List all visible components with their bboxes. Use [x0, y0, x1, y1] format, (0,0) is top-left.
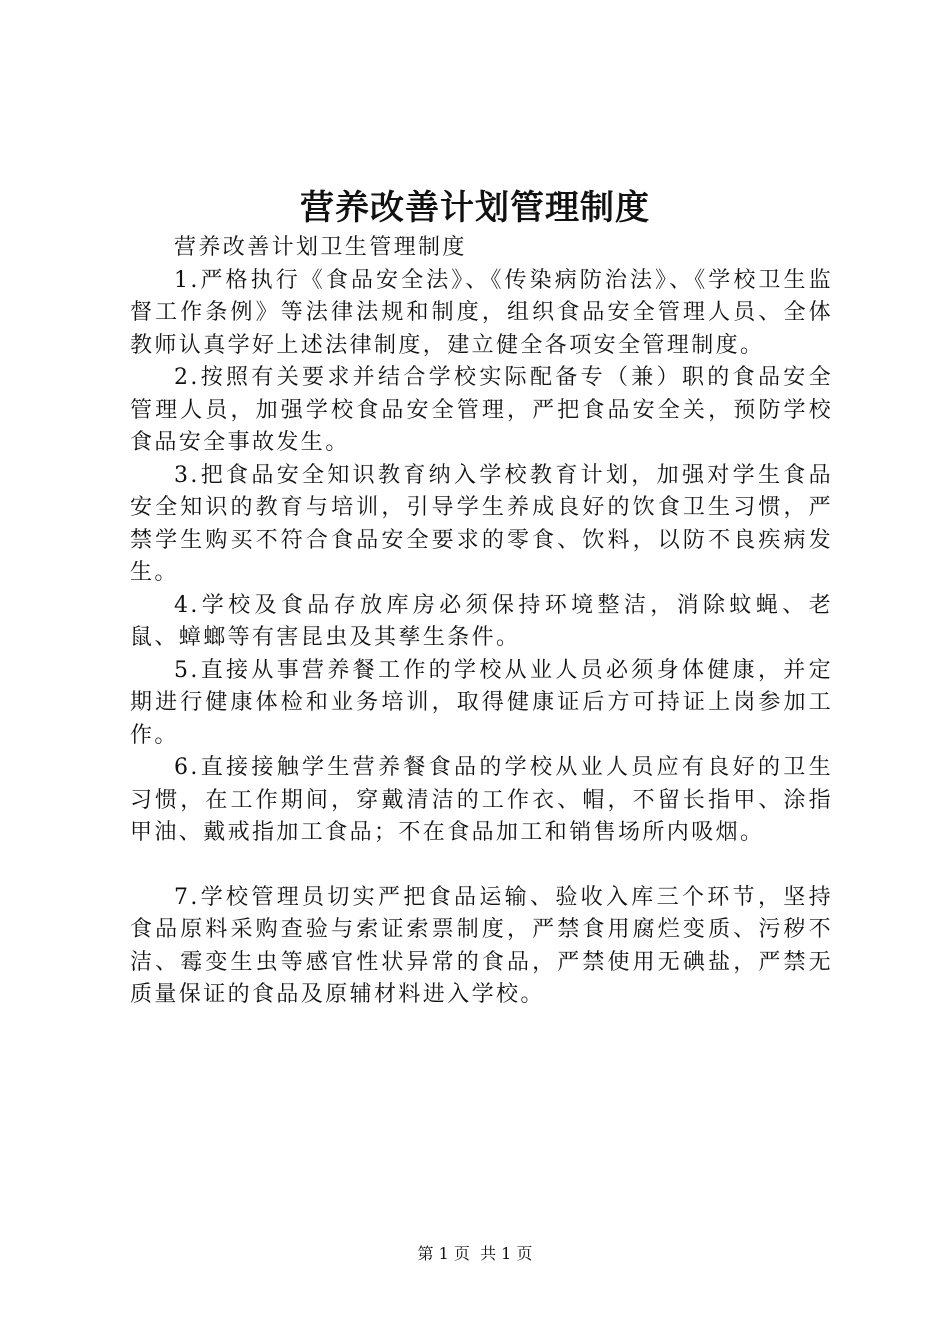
paragraph-5: 5.直接从事营养餐工作的学校从业人员必须身体健康，并定期进行健康体检和业务培训，取得健康证后方可持证上岗参加工作。: [130, 657, 833, 748]
page-footer: [0, 1243, 950, 1265]
paragraph-6: 6.直接接触学生营养餐食品的学校从业人员应有良好的卫生习惯，在工作期间，穿戴清洁的工作衣、帽，不留长指甲、涂指甲油、戴戒指加工食品；不在食品加工和销售场所内吸烟。: [130, 755, 833, 845]
paragraph-1: 1.严格执行《食品安全法》、《传染病防治法》、《学校卫生监督工作条例》等法律法规和制度，组织食品安全管理人员、全体教师认真学好上述法律制度，建立健全各项安全管理制度。: [130, 267, 833, 358]
paragraph-7: 7.学校管理员切实严把食品运输、验收入库三个环节，坚持食品原料采购查验与索证索票制度，严禁食用腐烂变质、污秽不洁、霉变生虫等感官性状异常的食品，严禁使用无碘盐，严禁无质量保证的食品及原辅材料进入学校。: [130, 884, 833, 1007]
document-body: [130, 232, 833, 1012]
paragraph-3: 3.把食品安全知识教育纳入学校教育计划，加强对学生食品安全知识的教育与培训，引导学生养成良好的饮食卫生习惯，严禁学生购买不符合食品安全要求的零食、饮料，以防不良疾病发生。: [130, 462, 833, 585]
subtitle: 营养改善计划卫生管理制度: [174, 235, 467, 260]
page-total: 共 1 页: [480, 1244, 533, 1263]
page-title: 营养改善计划管理制度: [300, 188, 650, 228]
page-number: 第 1 页: [417, 1244, 470, 1263]
footer-separator: [470, 1244, 480, 1263]
paragraph-4: 4.学校及食品存放库房必须保持环境整洁，消除蚊蝇、老鼠、蟑螂等有害昆虫及其孳生条件。: [130, 592, 833, 650]
paragraph-2: 2.按照有关要求并结合学校实际配备专（兼）职的食品安全管理人员，加强学校食品安全管理，严把食品安全关，预防学校食品安全事故发生。: [130, 365, 833, 455]
